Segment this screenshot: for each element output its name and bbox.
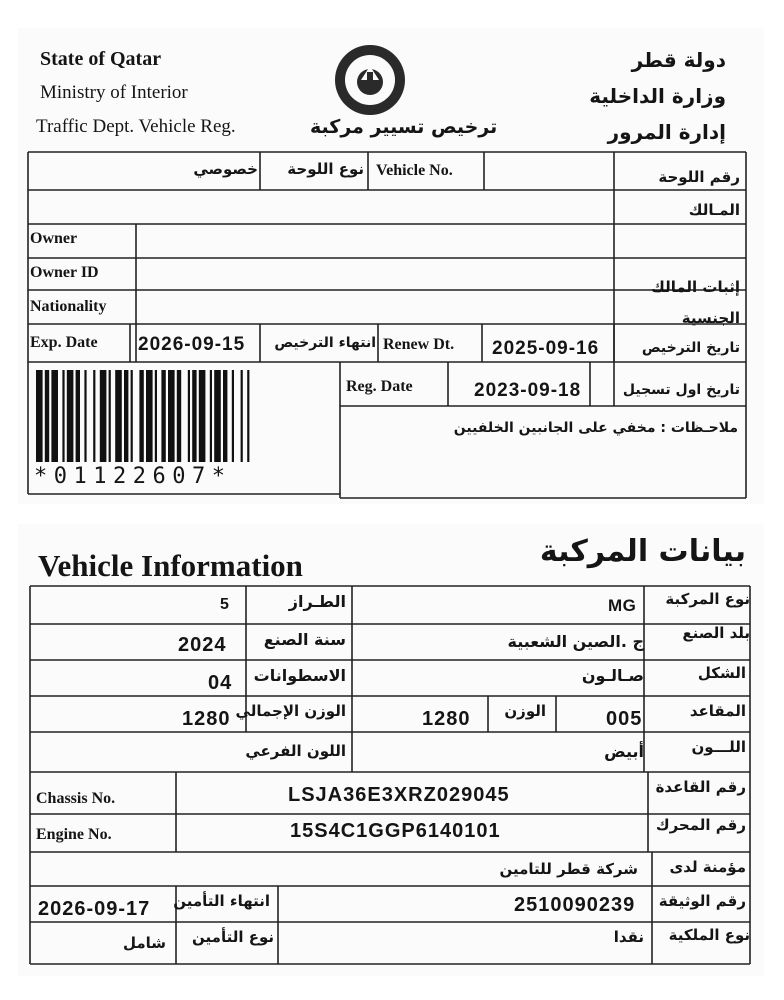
barcode-bar <box>177 370 181 462</box>
barcode-bar <box>131 370 133 462</box>
color-label: اللـــون <box>691 738 746 756</box>
traffic-dept-text: Traffic Dept. Vehicle Reg. <box>36 116 236 137</box>
barcode-number: *01122607* <box>34 464 232 489</box>
plate-type-label: نوع اللوحة <box>287 160 364 178</box>
engine-label-ar: رقم المحرك <box>655 816 746 834</box>
insurance-expiry-label: انتهاء التأمين <box>173 892 270 910</box>
vehicle-info-card <box>18 524 764 976</box>
barcode-bar <box>210 370 212 462</box>
insured-label: مؤمنة لدى <box>669 858 746 876</box>
barcode-bar <box>199 370 206 462</box>
insurance-expiry-value: 2026-09-17 <box>38 898 151 920</box>
ownership-value: نقدا <box>613 928 644 946</box>
seats-value: 005 <box>606 708 643 730</box>
barcode-bar <box>84 370 86 462</box>
barcode-bar <box>45 370 49 462</box>
insurance-type-value: شامل <box>122 934 166 952</box>
reg-date-label-ar: تاريخ اول تسجيل <box>622 382 740 398</box>
exp-date-label-ar: انتهاء الترخيص <box>274 335 376 351</box>
policy-number-value: 2510090239 <box>514 894 636 916</box>
plate-type-value: خصوصي <box>193 160 258 178</box>
model-value: 5 <box>220 596 230 613</box>
insurance-type-label: نوع التأمين <box>192 928 274 946</box>
barcode-bar <box>161 370 165 462</box>
country-value: ج .الصين الشعبية <box>507 632 644 651</box>
barcode-bar <box>124 370 128 462</box>
barcode-bar <box>188 370 190 462</box>
barcode-bar <box>62 370 64 462</box>
insurer-value: شركة قطر للتامين <box>499 860 638 878</box>
sub-color-label: اللون الفرعي <box>245 742 346 760</box>
owner-label-ar: المـالك <box>688 201 740 219</box>
gross-weight-value: 1280 <box>182 708 231 730</box>
state-of-qatar-ar: دولة قطر <box>631 48 726 72</box>
ownership-label: نوع الملكية <box>668 926 750 944</box>
engine-value: 15S4C1GGP6140101 <box>290 820 501 842</box>
chassis-label: Chassis No. <box>36 790 116 807</box>
barcode-bar <box>100 370 107 462</box>
policy-number-label: رقم الوثيقة <box>658 892 746 910</box>
vehicle-info-title-ar: بيانات المركبة <box>539 534 746 569</box>
nationality-label: Nationality <box>30 298 107 315</box>
traffic-dept-ar: إدارة المرور <box>607 120 726 144</box>
engine-label: Engine No. <box>36 826 112 843</box>
vehicle-no-label: Vehicle No. <box>376 162 453 179</box>
barcode-bar <box>51 370 58 462</box>
ministry-text: Ministry of Interior <box>40 82 188 103</box>
renew-date-label-ar: تاريخ الترخيص <box>641 340 740 356</box>
registration-card <box>18 28 764 504</box>
license-title-ar: ترخيص تسيير مركبة <box>310 116 498 138</box>
shape-label: الشكل <box>697 664 746 682</box>
barcode-bar <box>241 370 243 462</box>
country-label: بلد الصنع <box>682 624 750 642</box>
barcode-bar <box>232 370 234 462</box>
reg-date-label: Reg. Date <box>346 378 413 395</box>
barcode-bar <box>109 370 111 462</box>
model-label: الطـراز <box>288 592 346 611</box>
color-value: أبيض <box>604 742 644 761</box>
seats-label: المقاعد <box>689 702 746 720</box>
nationality-label-ar: الجنسية <box>681 309 740 327</box>
exp-date-label: Exp. Date <box>30 334 98 351</box>
cylinders-label: الاسطوانات <box>253 666 346 685</box>
cylinders-value: 04 <box>208 672 233 694</box>
weight-label: الوزن <box>504 702 546 720</box>
owner-id-label: Owner ID <box>30 264 99 281</box>
shape-value: صـالـون <box>581 666 644 685</box>
barcode-bar <box>214 370 221 462</box>
barcode-bar <box>93 370 95 462</box>
barcode-bar <box>247 370 249 462</box>
barcode-bar <box>168 370 175 462</box>
barcode <box>32 368 332 464</box>
chassis-value: LSJA36E3XRZ029045 <box>288 784 510 806</box>
weight-value: 1280 <box>422 708 471 730</box>
owner-label: Owner <box>30 230 78 247</box>
barcode-bar <box>192 370 196 462</box>
renew-date-value: 2025-09-16 <box>492 338 600 359</box>
year-label: سنة الصنع <box>263 630 346 649</box>
exp-date-value: 2026-09-15 <box>138 334 246 355</box>
qatar-emblem-seal <box>330 42 410 118</box>
state-of-qatar-text: State of Qatar <box>40 48 162 70</box>
remarks-text: ملاحـظات : مخفي على الجانبين الخلفيين <box>453 420 738 436</box>
barcode-bar <box>155 370 157 462</box>
chassis-label-ar: رقم القاعدة <box>655 778 746 796</box>
gross-weight-label: الوزن الإجمالي <box>235 702 346 720</box>
make-value: MG <box>608 596 637 615</box>
plate-no-label-ar: رقم اللوحة <box>658 168 740 186</box>
barcode-bar <box>67 370 74 462</box>
year-value: 2024 <box>178 634 227 656</box>
renew-date-label: Renew Dt. <box>383 336 455 353</box>
barcode-bar <box>76 370 80 462</box>
barcode-bar <box>115 370 122 462</box>
barcode-bar <box>36 370 43 462</box>
barcode-bar <box>146 370 153 462</box>
barcode-bar <box>223 370 227 462</box>
ministry-ar: وزارة الداخلية <box>589 84 726 108</box>
make-label: نوع المركبة <box>665 590 750 608</box>
reg-date-value: 2023-09-18 <box>474 380 582 401</box>
owner-id-label-ar: إثبات المالك <box>651 278 740 296</box>
barcode-bar <box>139 370 143 462</box>
vehicle-info-title: Vehicle Information <box>38 548 303 583</box>
